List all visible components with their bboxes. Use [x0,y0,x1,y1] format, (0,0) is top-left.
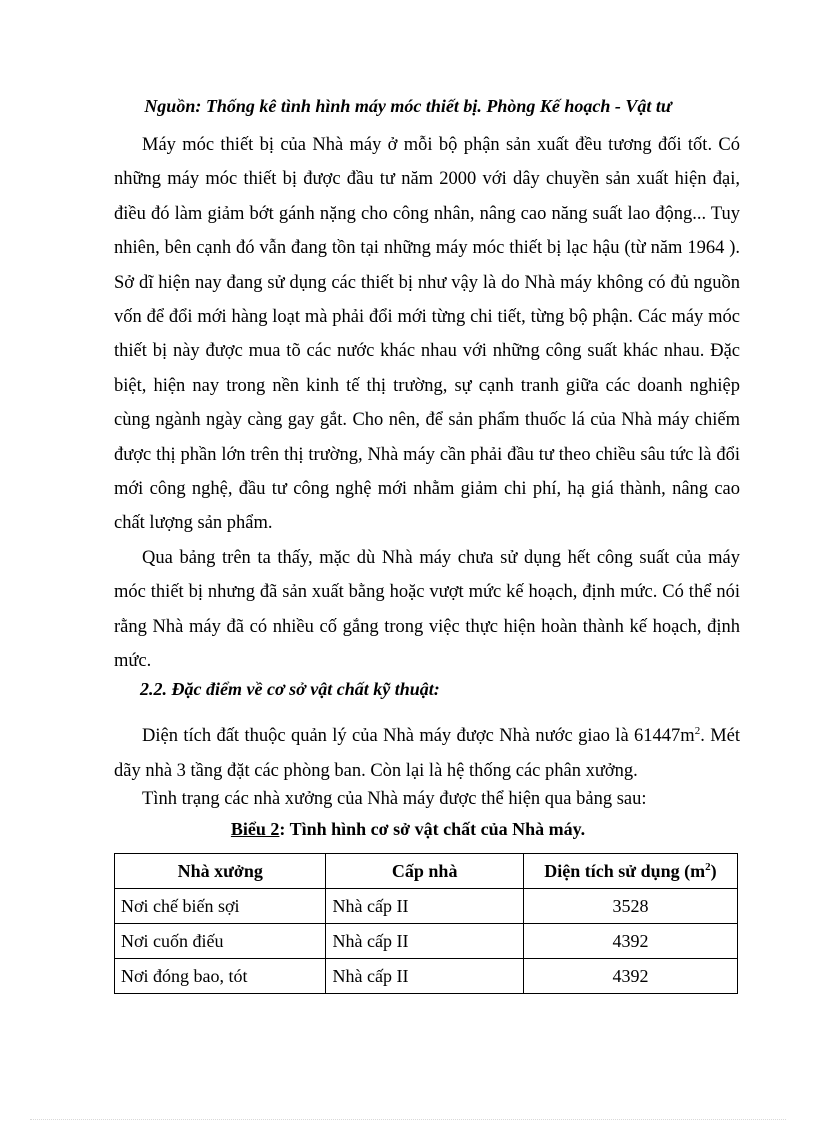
caption-colon: : [279,819,286,839]
paragraph-table-intro: Tình trạng các nhà xưởng của Nhà máy được thể hiện qua bảng sau: [142,789,647,809]
cell-area: 3528 [523,889,737,924]
table-row [115,924,738,959]
table-row [115,959,738,994]
cell-grade: Nhà cấp II [326,924,523,959]
cell-workshop: Nơi cuốn điếu [115,924,326,959]
cell-grade: Nhà cấp II [326,959,523,994]
paragraph-conclusion: Qua bảng trên ta thấy, mặc dù Nhà máy chưa sử dụng hết công suất của máy móc thiết bị nhưng đã sản xuất bằng hoặc vượt mức kế hoạch, định mức. Có thể nói rằng Nhà máy đã có nhiều cố gắng trong việc thực hiện hoàn thành kế hoạch, định mức. [114,548,740,672]
header-area-text: Diện tích sử dụng (m [544,860,706,881]
superscript-2: 2 [694,725,701,737]
table-caption [0,819,816,840]
header-area-tail: ) [710,860,717,881]
header-area [523,854,737,889]
cell-workshop: Nơi đóng bao, tót [115,959,326,994]
source-note: Nguồn: Thống kê tình hình máy móc thiết bị. Phòng Kế hoạch - Vật tư [144,96,672,116]
header-area-sup: 2 [705,860,711,873]
paragraph-land-area [114,714,740,788]
header-grade: Cấp nhà [326,854,523,889]
paragraph-equipment: Máy móc thiết bị của Nhà máy ở mỗi bộ phận sản xuất đều tương đối tốt. Có những máy móc thiết bị được đầu tư năm 2000 với dây chuyền sản xuất hiện đại, điều đó làm giảm bớt gánh nặng cho công nhân, nâng cao năng suất lao động... Tuy nhiên, bên cạnh đó vẫn đang tồn tại những máy móc thiết bị lạc hậu (từ năm 1964 ). Sở dĩ hiện nay đang sử dụng các thiết bị như vậy là do Nhà máy không có đủ nguồn vốn để đổi mới hàng loạt mà phải đổi mới từng chi tiết, từng bộ phận. Các máy móc thiết bị này được mua tõ các nước khác nhau với những công suất khác nhau. Đặc biệt, hiện nay trong nền kinh tế thị trường, sự cạnh tranh giữa các doanh nghiệp cùng ngành ngày càng gay gắt. Cho nên, để sản phẩm thuốc lá của Nhà máy chiếm được thị phần lớn trên thị trường, Nhà máy cần phải đầu tư theo chiều sâu tức là đổi mới công nghệ, đầu tư công nghệ mới nhằm giảm chi phí, hạ giá thành, nâng cao chất lượng sản phẩm. [114,135,740,534]
table-header-row [115,854,738,889]
land-area-text: Diện tích đất thuộc quản lý của Nhà máy được Nhà nước giao là 61447m [142,726,695,747]
page-bottom-divider [30,1119,786,1120]
section-heading: 2.2. Đặc điểm về cơ sở vật chất kỹ thuật: [140,679,440,699]
cell-area: 4392 [523,959,737,994]
table-row [115,889,738,924]
facilities-table [114,853,738,994]
cell-grade: Nhà cấp II [326,889,523,924]
cell-workshop: Nơi chế biến sợi [115,889,326,924]
caption-label: Biểu 2 [230,819,280,839]
header-workshop: Nhà xưởng [115,854,326,889]
land-area-tail: . Mét dãy nhà 3 tầng đặt các phòng ban. Còn lại là hệ thống các phân xưởng. [114,726,740,781]
cell-area: 4392 [523,924,737,959]
caption-title: Tình hình cơ sở vật chất của Nhà máy. [285,819,586,839]
